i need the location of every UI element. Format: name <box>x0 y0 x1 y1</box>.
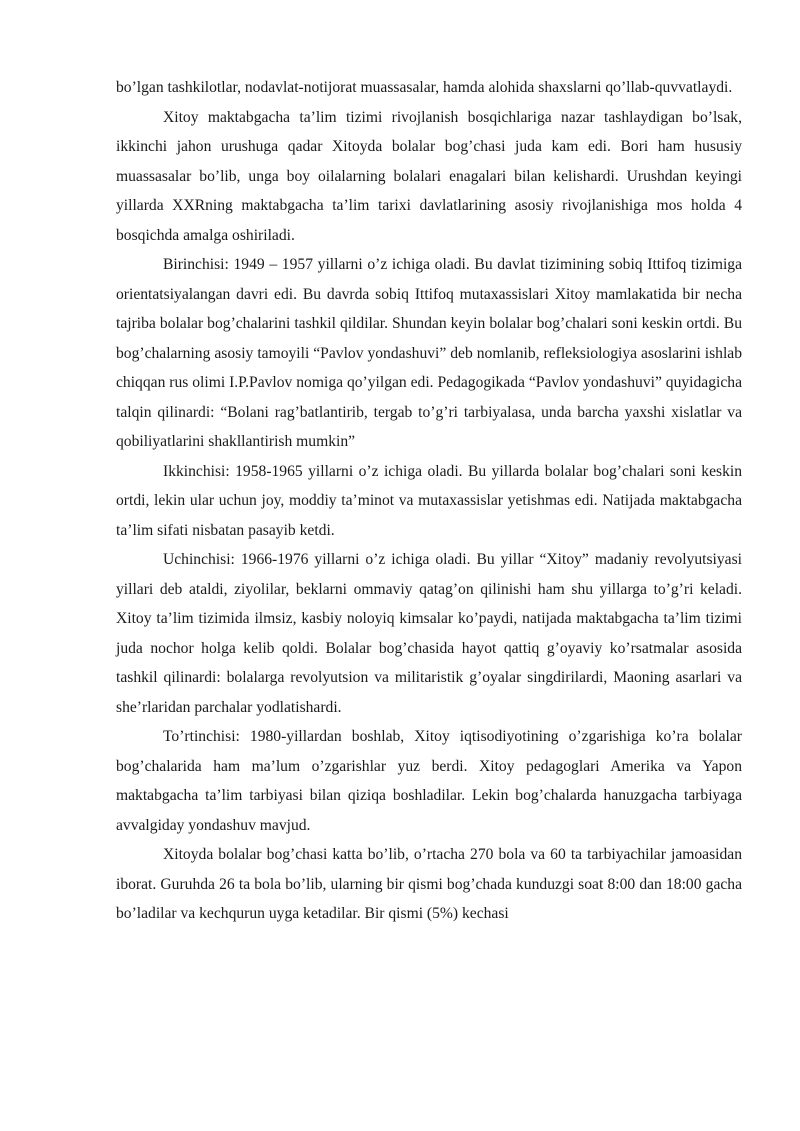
paragraph-stage-three: Uchinchisi: 1966-1976 yillarni o’z ichiga oladi. Bu yillar “Xitoy” madaniy revolyutsiyasi yillari deb ataldi, ziyolilar, beklarni ommaviy qatag’on qilinishi ham shu yillarga to’g’ri keladi. Xitoy ta’lim tizimida ilmsiz, kasbiy noloyiq kimsalar ko’paydi, natijada maktabgacha ta’lim tizimi juda nochor holga kelib qoldi. Bolalar bog’chasida hayot qattiq g’oyaviy ko’rsatmalar asosida tashkil qilinardi: bolalarga revolyutsion va militaristik g’oyalar singdirilardi, Maoning asarlari va she’rlaridan parchalar yodlatishardi. <box>116 551 742 716</box>
paragraph-stage-two: Ikkinchisi: 1958-1965 yillarni o’z ichiga oladi. Bu yillarda bolalar bog’chalari soni keskin ortdi, lekin ular uchun joy, moddiy ta’minot va mutaxassislar yetishmas edi. Natijada maktabgacha ta’lim sifati nisbatan pasayib ketdi. <box>116 462 742 539</box>
document-body <box>116 73 742 929</box>
paragraph-stage-one: Birinchisi: 1949 – 1957 yillarni o’z ichiga oladi. Bu davlat tizimining sobiq Ittifoq tizimiga orientatsiyalangan davri edi. Bu davrda sobiq Ittifoq mutaxassislari Xitoy mamlakatida bir necha tajriba bolalar bog’chalarini tashkil qildilar. Shundan keyin bolalar bog’chalari soni keskin ortdi. Bu bog’chalarning asosiy tamoyili “Pavlov yondashuvi” deb nomlanib, refleksiologiya asoslarini ishlab chiqqan rus olimi I.P.Pavlov nomiga qo’yilgan edi. Pedagogikada “Pavlov yondashuvi” quyidagicha talqin qilinardi: “Bolani rag’batlantirib, tergab to’g’ri tarbiyalasa, unda barcha yaxshi xislatlar va qobiliyatlarini shakllantirish mumkin” <box>116 256 742 450</box>
paragraph-overview: Xitoy maktabgacha ta’lim tizimi rivojlanish bosqichlariga nazar tashlaydigan bo’lsak, ikkinchi jahon urushuga qadar Xitoyda bolalar bog’chasi juda kam edi. Bori ham hususiy muassasalar bo’lib, unga boy oilalarning bolalari enagalari bilan kelishardi. Urushdan keyingi yillarda XXRning maktabgacha ta’lim tarixi davlatlarining asosiy rivojlanishiga mos holda 4 bosqichda amalga oshiriladi. <box>116 108 742 244</box>
paragraph-stage-four: To’rtinchisi: 1980-yillardan boshlab, Xitoy iqtisodiyotining o’zgarishiga ko’ra bolalar bog’chalarida ham ma’lum o’zgarishlar yuz berdi. Xitoy pedagoglari Amerika va Yapon maktabgacha ta’lim tarbiyasi bilan qiziqa boshladilar. Lekin bog’chalarda hanuzgacha tarbiyaga avvalgiday yondashuv mavjud. <box>116 728 742 834</box>
paragraph-kindergarten-size: Xitoyda bolalar bog’chasi katta bo’lib, o’rtacha 270 bola va 60 ta tarbiyachilar jamoasidan iborat. Guruhda 26 ta bola bo’lib, ularning bir qismi bog’chada kunduzgi soat 8:00 dan 18:00 gacha bo’ladilar va kechqurun uyga ketadilar. Bir qismi (5%) kechasi <box>116 846 742 922</box>
paragraph-continuation: bo’lgan tashkilotlar, nodavlat-notijorat muassasalar, hamda alohida shaxslarni qo’llab-quvvatlaydi. <box>116 79 733 96</box>
